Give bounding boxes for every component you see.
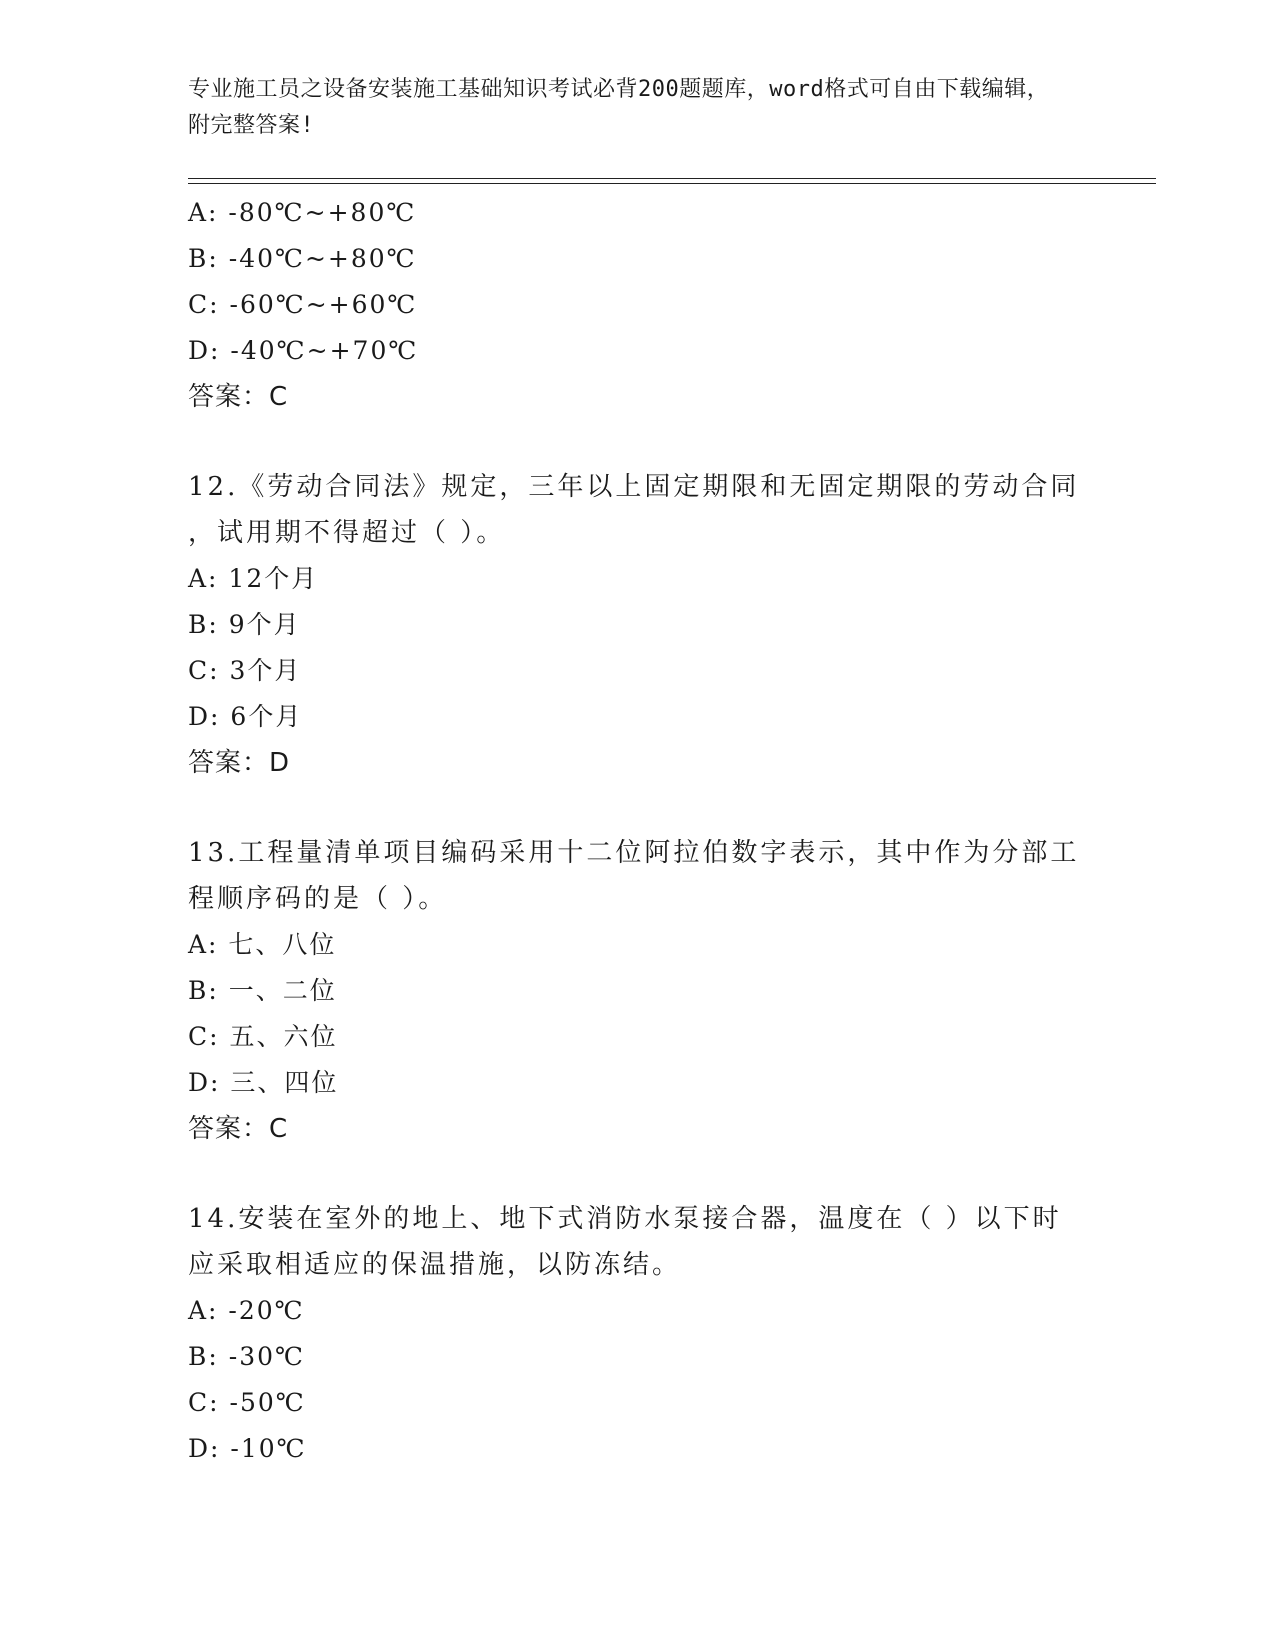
header-rule-top [188,178,1156,179]
option-a: A: 七、八位 [188,930,337,959]
question-stem-line: 14.安装在室外的地上、地下式消防水泵接合器，温度在（ ）以下时 [188,1204,1062,1234]
option-d: D: 6个月 [188,702,303,731]
option-c: C: -60℃~+60℃ [188,290,418,319]
header-rule-bottom [188,183,1156,184]
option-a: A: -80℃~+80℃ [188,198,417,227]
option-b: B: -40℃~+80℃ [188,244,417,273]
question-stem-line: ，试用期不得超过（ ）。 [188,518,506,548]
question-stem-line: 应采取相适应的保温措施，以防冻结。 [188,1250,682,1280]
question-content [188,190,1088,1472]
option-b: B: 一、二位 [188,976,337,1005]
option-d: D: -40℃~+70℃ [188,336,419,365]
answer-line: 答案：C [188,1114,289,1144]
question-stem-line: 12.《劳动合同法》规定，三年以上固定期限和无固定期限的劳动合同 [188,472,1080,502]
option-b: B: -30℃ [188,1342,305,1371]
question-block-13 [188,830,1088,1152]
answer-line: 答案：C [188,382,289,412]
question-block-14 [188,1196,1088,1472]
option-d: D: -10℃ [188,1434,307,1463]
option-d: D: 三、四位 [188,1068,339,1097]
option-c: C: -50℃ [188,1388,306,1417]
option-c: C: 3个月 [188,656,302,685]
option-b: B: 9个月 [188,610,301,639]
answer-line: 答案：D [188,748,291,778]
option-a: A: -20℃ [188,1296,305,1325]
question-stem-line: 程顺序码的是（ ）。 [188,884,448,914]
option-c: C: 五、六位 [188,1022,338,1051]
option-a: A: 12个月 [188,564,319,593]
question-block-11 [188,190,1088,420]
question-stem-line: 13.工程量清单项目编码采用十二位阿拉伯数字表示，其中作为分部工 [188,838,1080,868]
document-header: 专业施工员之设备安装施工基础知识考试必背200题题库，word格式可自由下载编辑，附完整答案! [188,77,1050,138]
question-block-12 [188,464,1088,786]
